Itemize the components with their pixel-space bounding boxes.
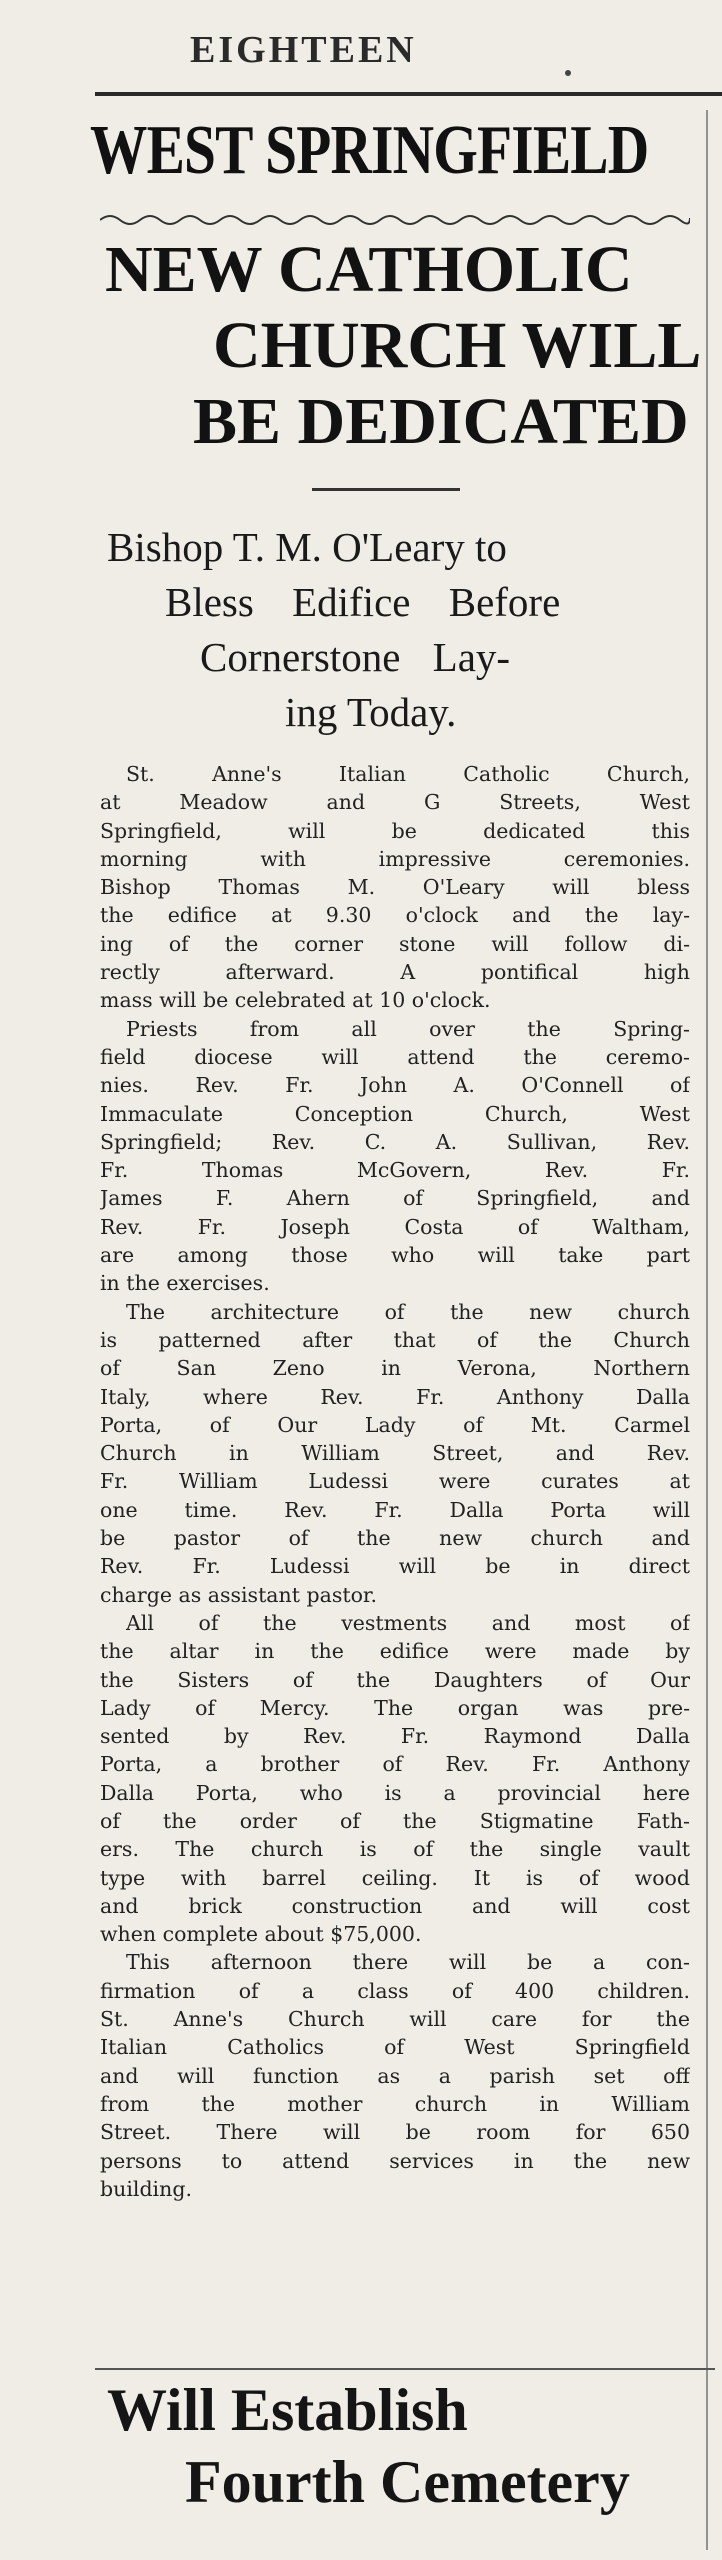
- article-line: when complete about $75,000.: [100, 1922, 422, 1947]
- article-line: sented by Rev. Fr. Raymond Dalla: [100, 1724, 690, 1749]
- article-line: Rev. Fr. Ludessi will be in direct: [100, 1554, 690, 1579]
- article-line: Italy, where Rev. Fr. Anthony Dalla: [100, 1384, 690, 1409]
- subhead-line: Cornerstone Lay-: [200, 634, 511, 680]
- article-line: Fr. William Ludessi were curates at: [100, 1469, 690, 1494]
- article-line: persons to attend services in the new: [100, 2148, 690, 2173]
- article-line: is patterned after that of the Church: [100, 1327, 690, 1352]
- article-line: nies. Rev. Fr. John A. O'Connell of: [100, 1073, 690, 1098]
- article-line: Rev. Fr. Joseph Costa of Waltham,: [100, 1214, 690, 1239]
- article-line: the edifice at 9.30 o'clock and the lay-: [100, 903, 690, 928]
- column-rule: [706, 110, 708, 2550]
- page-number: EIGHTEEN: [190, 29, 417, 71]
- article-line: Fr. Thomas McGovern, Rev. Fr.: [100, 1158, 690, 1183]
- article-line: the Sisters of the Daughters of Our: [100, 1667, 690, 1692]
- article-line: building.: [100, 2176, 192, 2201]
- subhead-line: Bless Edifice Before: [165, 579, 561, 625]
- article-line: and brick construction and will cost: [100, 1893, 690, 1918]
- headline-rule: [312, 488, 460, 491]
- article-line: Springfield; Rev. C. A. Sullivan, Rev.: [100, 1129, 690, 1154]
- article-line: charge as assistant pastor.: [100, 1582, 378, 1607]
- article-line: ers. The church is of the single vault: [100, 1837, 690, 1862]
- article-line: Italian Catholics of West Springfield: [100, 2035, 690, 2060]
- article-body: [100, 760, 690, 2203]
- article-line: field diocese will attend the ceremo-: [100, 1044, 690, 1069]
- article-line: This afternoon there will be a con-: [126, 1950, 690, 1975]
- article-line: firmation of a class of 400 children.: [100, 1978, 690, 2003]
- article-paragraph: [100, 1948, 690, 2203]
- next-headline-line: Fourth Cemetery: [185, 2449, 630, 2515]
- article-line: St. Anne's Church will care for the: [100, 2007, 690, 2032]
- article-paragraph: [100, 1298, 690, 1609]
- article-line: Bishop Thomas M. O'Leary will bless: [100, 875, 690, 900]
- article-line: at Meadow and G Streets, West: [100, 790, 690, 815]
- headline-line: NEW CATHOLIC: [105, 233, 633, 306]
- article-paragraph: [100, 1609, 690, 1949]
- article-line: Porta, of Our Lady of Mt. Carmel: [100, 1412, 690, 1437]
- headline: [95, 232, 700, 460]
- headline-line: BE DEDICATED: [193, 385, 689, 458]
- article-line: James F. Ahern of Springfield, and: [100, 1186, 690, 1211]
- next-headline: [95, 2374, 705, 2518]
- article-line: rectly afterward. A pontifical high: [100, 960, 690, 985]
- article-line: Lady of Mercy. The organ was pre-: [100, 1695, 690, 1720]
- article-line: Immaculate Conception Church, West: [100, 1101, 690, 1126]
- article-paragraph: [100, 760, 690, 1015]
- article-line: the altar in the edifice were made by: [100, 1639, 690, 1664]
- article-line: of the order of the Stigmatine Fath-: [100, 1808, 690, 1833]
- article-line: Springfield, will be dedicated this: [100, 818, 690, 843]
- article-line: Priests from all over the Spring-: [126, 1016, 690, 1041]
- article-line: Street. There will be room for 650: [100, 2120, 690, 2145]
- article-line: are among those who will take part: [100, 1243, 690, 1268]
- article-line: Dalla Porta, who is a provincial here: [100, 1780, 690, 1805]
- article-line: in the exercises.: [100, 1271, 270, 1296]
- section-title: WEST SPRINGFIELD: [90, 112, 649, 189]
- article-line: one time. Rev. Fr. Dalla Porta will: [100, 1497, 690, 1522]
- headline-line: CHURCH WILL: [213, 309, 702, 382]
- subheadline: [95, 520, 695, 740]
- article-line: type with barrel ceiling. It is of wood: [100, 1865, 690, 1890]
- article-line: ing of the corner stone will follow di-: [100, 931, 690, 956]
- next-headline-line: Will Establish: [107, 2377, 468, 2443]
- article-line: from the mother church in William: [100, 2091, 690, 2116]
- article-paragraph: [100, 1015, 690, 1298]
- article-line: Church in William Street, and Rev.: [100, 1441, 690, 1466]
- article-line: All of the vestments and most of: [126, 1610, 690, 1635]
- article-line: and will function as a parish set off: [100, 2063, 690, 2088]
- article-line: morning with impressive ceremonies.: [100, 846, 690, 871]
- article-line: of San Zeno in Verona, Northern: [100, 1356, 690, 1381]
- wavy-divider: [100, 208, 690, 228]
- top-rule: [95, 92, 722, 96]
- ink-dot: [565, 70, 571, 76]
- subhead-line: Bishop T. M. O'Leary to: [107, 524, 507, 570]
- article-line: The architecture of the new church: [126, 1299, 690, 1324]
- article-line: be pastor of the new church and: [100, 1526, 690, 1551]
- article-line: St. Anne's Italian Catholic Church,: [126, 762, 690, 786]
- article-line: Porta, a brother of Rev. Fr. Anthony: [100, 1752, 690, 1777]
- article-end-rule: [95, 2368, 715, 2370]
- article-line: mass will be celebrated at 10 o'clock.: [100, 988, 491, 1013]
- subhead-line: ing Today.: [285, 689, 457, 735]
